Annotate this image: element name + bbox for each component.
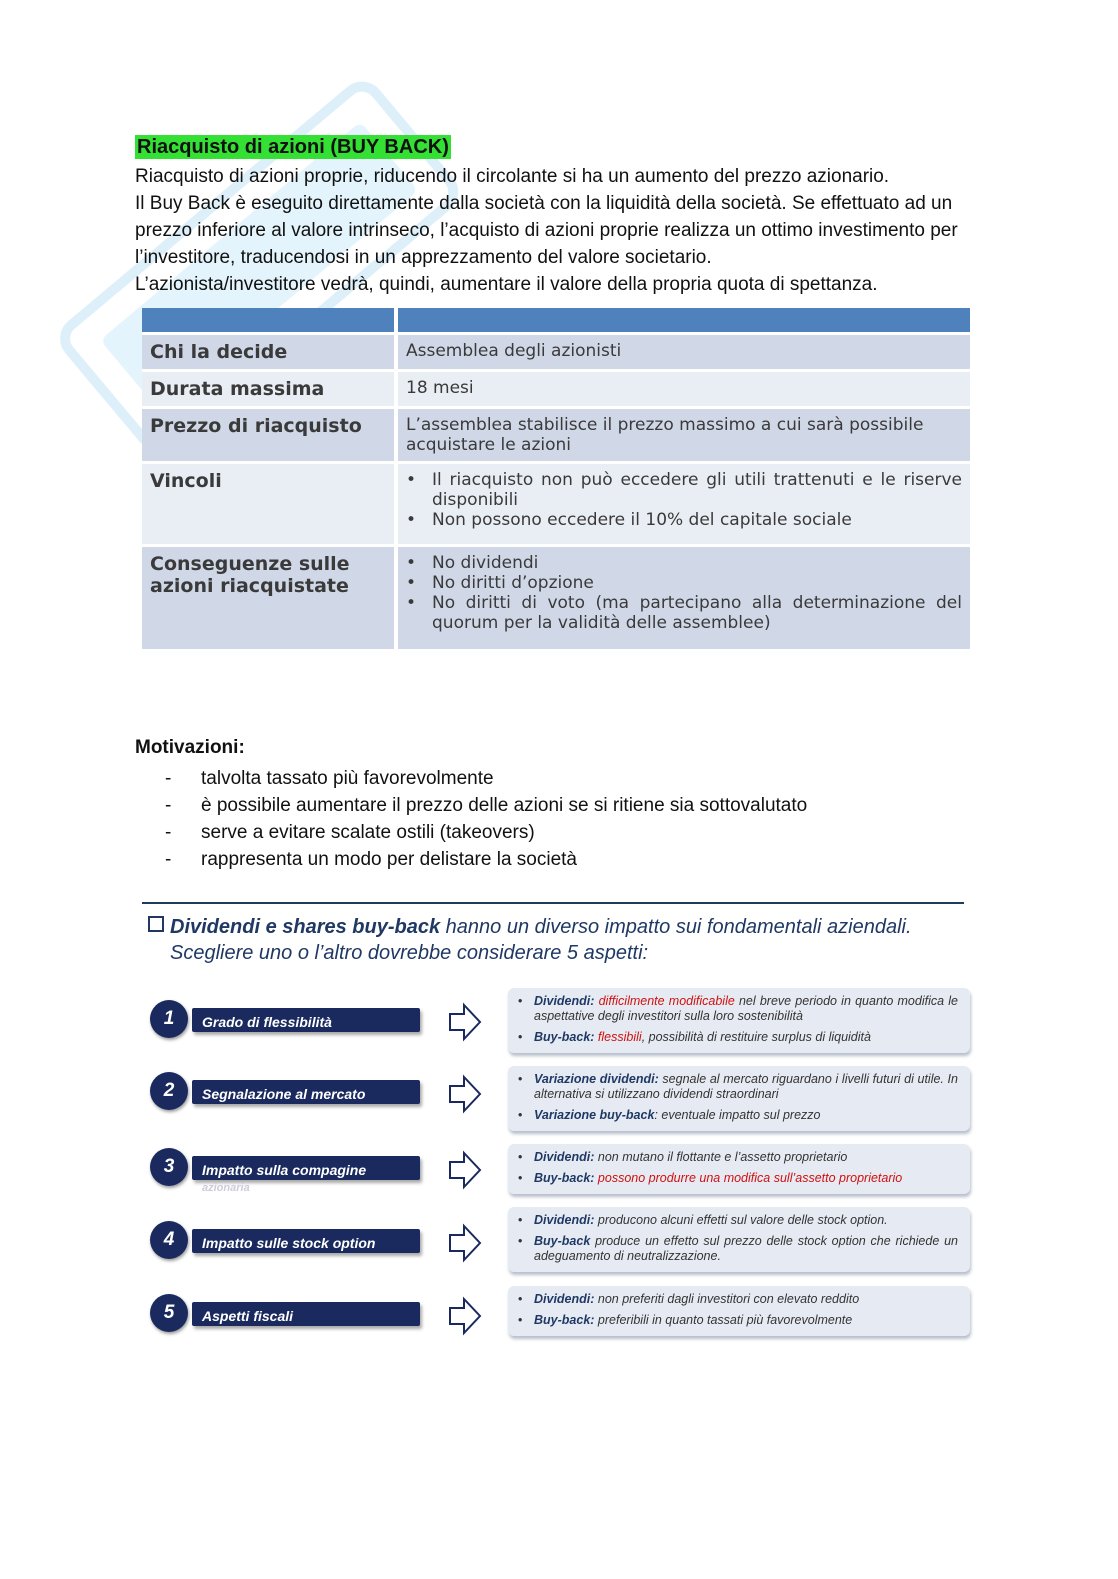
table-value: Assemblea degli azionisti [396, 334, 972, 371]
slide-heading-line2: Scegliere uno o l’altro dovrebbe considerare 5 aspetti: [170, 942, 649, 964]
table-key: Chi la decide [142, 334, 396, 371]
arrow-right-icon [448, 1074, 482, 1114]
slide-heading-rest: hanno un diverso impatto sui fondamentali aziendali. [440, 916, 912, 938]
aspect-number: 3 [150, 1148, 188, 1186]
motivazioni-list [165, 765, 807, 873]
intro-paragraph: Riacquisto di azioni proprie, riducendo il circolante si ha un aumento del prezzo azionario. [135, 166, 890, 187]
list-item: - serve a evitare scalate ostili (takeovers) [165, 819, 807, 846]
intro-text [135, 163, 975, 298]
aspect-box: • Variazione dividendi: segnale al mercato riguardano i livelli futuri di utile. In alternativa si utilizzano dividendi straordinari • Variazione buy-back: eventuale impatto sul prezzo [508, 1066, 970, 1131]
table-row [142, 334, 972, 371]
aspect-number: 4 [150, 1221, 188, 1259]
checkbox-square-icon [148, 916, 164, 932]
aspect-number: 2 [150, 1072, 188, 1110]
table-value: L’assemblea stabilisce il prezzo massimo a cui sarà possibile acquistare le azioni [396, 408, 972, 463]
table-row [142, 463, 972, 546]
arrow-right-icon [448, 1296, 482, 1336]
intro-paragraph: L’azionista/investitore vedrà, quindi, aumentare il valore della propria quota di spettanza. [135, 274, 878, 295]
aspect-label: Segnalazione al mercato [192, 1080, 420, 1104]
table-row [142, 546, 972, 651]
table-header-row [142, 308, 972, 334]
table-list-item: • Non possono eccedere il 10% del capitale sociale [424, 510, 962, 530]
table-value: 18 mesi [396, 371, 972, 408]
table-row [142, 408, 972, 463]
aspect-label: Impatto sulle stock option [192, 1229, 420, 1253]
table-key: Vincoli [142, 463, 396, 546]
table-list-item: • No dividendi [424, 553, 962, 573]
aspect-number: 1 [150, 1000, 188, 1038]
arrow-right-icon [448, 1150, 482, 1190]
table-key: Durata massima [142, 371, 396, 408]
slide-heading-bold: Dividendi e shares buy-back [170, 916, 441, 938]
table-row [142, 371, 972, 408]
slide-heading [148, 914, 978, 966]
motivazioni-title: Motivazioni: [135, 737, 245, 758]
aspect-number: 5 [150, 1294, 188, 1332]
list-item: - è possibile aumentare il prezzo delle azioni se si ritiene sia sottovalutato [165, 792, 807, 819]
aspect-label: Grado di flessibilità [192, 1008, 420, 1032]
table-value [396, 546, 972, 651]
table-list-item: • No diritti d’opzione [424, 573, 962, 593]
table-value [396, 463, 972, 546]
table-key: Prezzo di riacquisto [142, 408, 396, 463]
intro-paragraph: Il Buy Back è eseguito direttamente dalla società con la liquidità della società. Se effettuato ad un prezzo inferiore al valore intrinseco, l’acquisto di azioni proprie realizza un ottimo investimento per l’investitore, traducendosi in un apprezzamento del valore societario. [135, 193, 958, 268]
table-list-item: • No diritti di voto (ma partecipano alla determinazione del quorum per la validità delle assemblee) [424, 593, 962, 633]
list-item: - talvolta tassato più favorevolmente [165, 765, 807, 792]
aspect-label-overflow: azionaria [202, 1182, 250, 1194]
arrow-right-icon [448, 1002, 482, 1042]
section-title: Riacquisto di azioni (BUY BACK) [137, 136, 449, 158]
aspect-box: • Dividendi: producono alcuni effetti sul valore delle stock option. • Buy-back produce un effetto sul prezzo delle stock option che richiede un adeguamento di neutralizzazione. [508, 1207, 970, 1272]
list-item: - rappresenta un modo per delistare la società [165, 846, 807, 873]
aspect-label: Aspetti fiscali [192, 1302, 420, 1326]
table-key: Conseguenze sulle azioni riacquistate [142, 546, 396, 651]
divider [142, 902, 964, 904]
arrow-right-icon [448, 1223, 482, 1263]
aspect-box: • Dividendi: non mutano il flottante e l’assetto proprietario • Buy-back: possono produrre una modifica sull’assetto proprietario [508, 1144, 970, 1194]
aspect-box: • Dividendi: difficilmente modificabile nel breve periodo in quanto modifica le aspettative degli investitori sulla loro sostenibilità • Buy-back: flessibili, possibilità di restituire surplus di liquidità [508, 988, 970, 1053]
table-list-item: • Il riacquisto non può eccedere gli utili trattenuti e le riserve disponibili [424, 470, 962, 510]
aspect-label: Impatto sulla compagine [192, 1156, 420, 1180]
buyback-table [142, 308, 974, 652]
aspect-box: • Dividendi: non preferiti dagli investitori con elevato reddito • Buy-back: preferibili in quanto tassati più favorevolmente [508, 1286, 970, 1336]
